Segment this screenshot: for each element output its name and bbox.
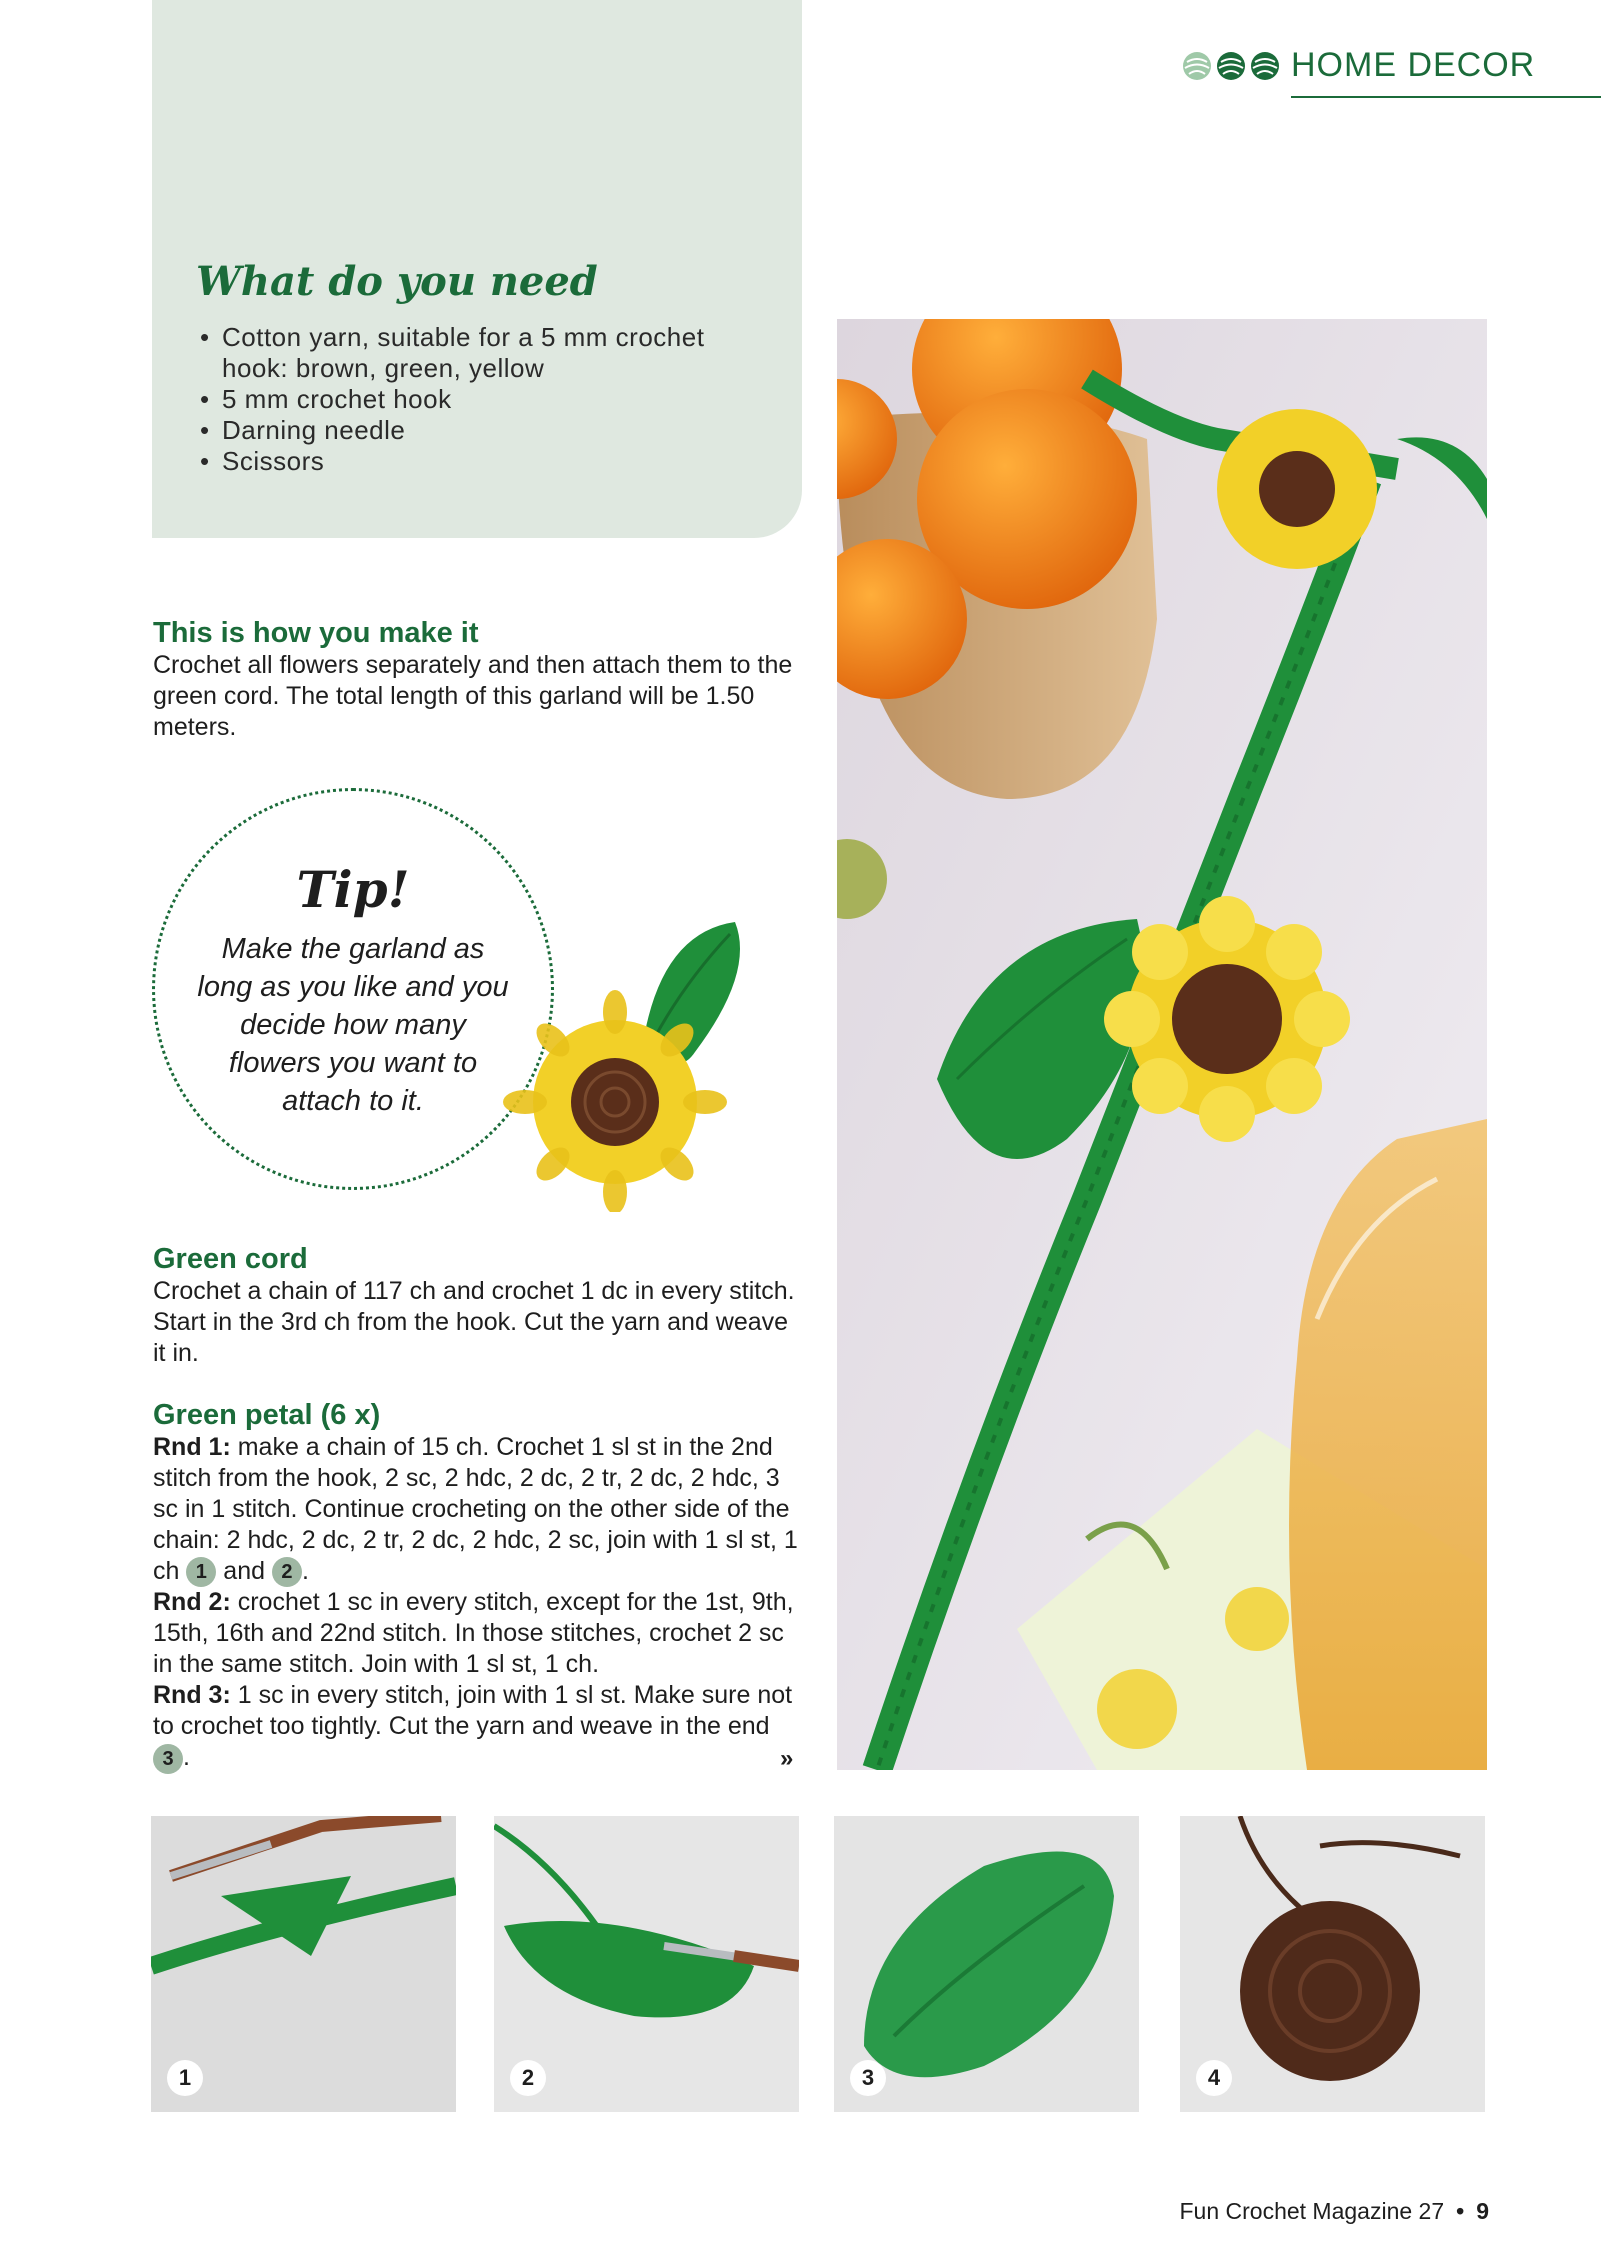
page-number: 9 [1476, 2198, 1489, 2224]
step-photo-3 [834, 1816, 1139, 2112]
step-ref-badge: 2 [272, 1557, 302, 1587]
step-photo-2 [494, 1816, 799, 2112]
round-2-text [153, 1587, 803, 1680]
materials-title: What do you need [196, 258, 598, 305]
materials-box [152, 0, 802, 538]
step-ref-badge: 3 [153, 1744, 183, 1774]
green-cord-section [153, 1242, 803, 1369]
yarn-balls-icon [1181, 50, 1281, 82]
continue-marker: » [780, 1745, 794, 1772]
round-3-label: Rnd 3: [153, 1681, 231, 1710]
round-2-label: Rnd 2: [153, 1588, 231, 1617]
howto-heading: This is how you make it [153, 617, 479, 649]
round-3-text [153, 1680, 803, 1773]
green-cord-heading: Green cord [153, 1243, 308, 1275]
howto-text: Crochet all flowers separately and then attach them to the green cord. The total length of this garland will be 1.50 meters. [153, 651, 793, 741]
materials-item: • Darning needle [200, 415, 760, 446]
green-cord-text: Crochet a chain of 117 ch and crochet 1 dc in every stitch. Start in the 3rd ch from the hook. Cut the yarn and weave it in. [153, 1277, 795, 1367]
materials-list [200, 322, 760, 477]
round-2-body: crochet 1 sc in every stitch, except for the 1st, 9th, 15th, 16th and 22nd stitch. In those stitches, crochet 2 sc in the same stitch. Join with 1 sl st, 1 ch. [153, 1588, 794, 1679]
tip-title: Tip! [296, 860, 410, 919]
section-title: HOME DECOR [1291, 46, 1536, 84]
section-header [1181, 40, 1601, 100]
round-1-end: . [301, 1557, 309, 1585]
round-3-end: . [183, 1743, 190, 1772]
step-number-badge: 2 [510, 2060, 546, 2096]
materials-item: • Cotton yarn, suitable for a 5 mm crochet hook: brown, green, yellow [200, 322, 760, 384]
round-1-text [153, 1432, 803, 1587]
instructions-intro [153, 616, 793, 743]
step-ref-badge: 1 [186, 1557, 216, 1587]
materials-item: • Scissors [200, 446, 760, 477]
round-1-conjunction: and [216, 1557, 272, 1585]
tip-text: Make the garland as long as you like and you decide how many flowers you want to attach to it. [197, 933, 509, 1117]
green-petal-section [153, 1398, 803, 1774]
step-number-badge: 3 [850, 2060, 886, 2096]
step-photo-4 [1180, 1816, 1485, 2112]
step-number-badge: 1 [167, 2060, 203, 2096]
step-photo-1 [151, 1816, 456, 2112]
materials-item: • 5 mm crochet hook [200, 384, 760, 415]
header-underline [1291, 96, 1601, 98]
sunflower-photo [495, 912, 745, 1212]
garland-photo [837, 319, 1487, 1770]
step-number-badge: 4 [1196, 2060, 1232, 2096]
magazine-name: Fun Crochet Magazine 27 [1179, 2198, 1445, 2224]
footer-separator: • [1456, 2198, 1465, 2224]
round-1-label: Rnd 1: [153, 1433, 231, 1461]
green-petal-heading: Green petal (6 x) [153, 1399, 381, 1431]
page-footer [1179, 2198, 1489, 2225]
round-3-body: 1 sc in every stitch, join with 1 sl st. Make sure not to crochet too tightly. Cut the yarn and weave in the end [153, 1681, 793, 1741]
round-1-body: make a chain of 15 ch. Crochet 1 sl st in the 2nd stitch from the hook, 2 sc, 2 hdc, 2 dc, 2 tr, 2 dc, 2 hdc, 3 sc in 1 stitch. Continue crocheting on the other side of the chain: 2 hdc, 2 dc, 2 tr, 2 dc, 2 hdc, 2 sc, join with 1 sl st, 1 ch [153, 1433, 798, 1585]
